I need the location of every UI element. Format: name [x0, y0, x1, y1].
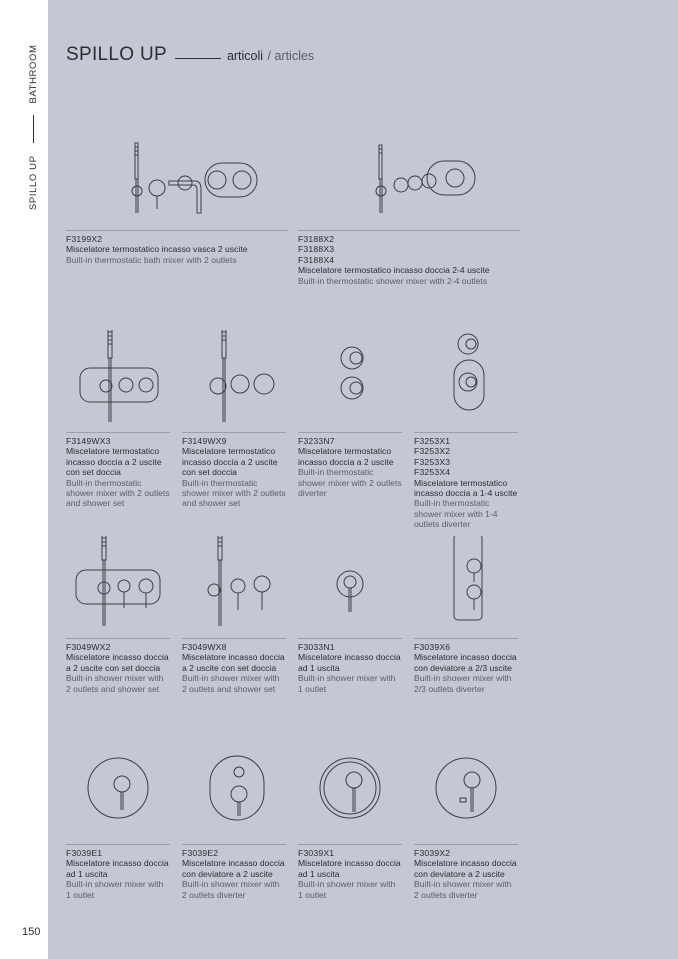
description-it: Miscelatore termostatico incasso doccia 2-4 uscite: [298, 265, 490, 276]
product-code: F3188X2: [298, 234, 335, 244]
description-en: Built-in thermostatic bath mixer with 2 outlets: [66, 254, 237, 265]
subtitle-it: articoli: [226, 49, 264, 63]
product-code: F3253X3: [414, 456, 451, 467]
product-item[interactable]: [298, 128, 520, 286]
description-en: Built-in thermostatic shower mixer with 1-4 outlets diverter: [414, 498, 498, 530]
item-codes: [298, 436, 402, 446]
item-codes: [414, 436, 518, 478]
knob-mixer-handshower-icon: [182, 330, 286, 430]
product-item[interactable]: [66, 536, 170, 694]
plate-lever-handshower-icon: [66, 536, 170, 636]
product-item[interactable]: [298, 330, 402, 498]
product-code: F3199X2: [66, 234, 103, 244]
product-code: F3188X3: [298, 244, 335, 255]
product-code: F3049WX2: [66, 642, 111, 652]
item-rule: [414, 432, 518, 433]
sidebar: [0, 0, 48, 959]
description-it: Miscelatore incasso doccia ad 1 uscita: [298, 858, 401, 879]
item-codes: [298, 642, 402, 652]
description-en: Built-in shower mixer with 2 outlets diverter: [182, 879, 280, 900]
item-codes: [182, 848, 286, 858]
description-it: Miscelatore incasso doccia a 2 uscite con set doccia: [182, 652, 285, 673]
product-code: F3149WX9: [182, 436, 227, 446]
item-rule: [298, 638, 402, 639]
series-label: SPILLO UP: [28, 155, 39, 210]
description-it: Miscelatore termostatico incasso doccia a 2 uscite: [298, 446, 394, 467]
product-code: F3253X1: [414, 436, 451, 446]
product-item[interactable]: [414, 330, 518, 530]
product-item[interactable]: [414, 536, 518, 694]
page-header: [66, 44, 314, 66]
round-plate-lever-diverter-icon: [414, 742, 518, 842]
product-code: F3039X1: [298, 848, 335, 858]
item-rule: [66, 844, 170, 845]
catalog-page: [48, 0, 678, 959]
item-rule: [66, 638, 170, 639]
product-code: F3039E2: [182, 848, 219, 858]
product-code: F3253X4: [414, 467, 451, 478]
description-en: Built-in shower mixer with 1 outlet: [298, 673, 396, 694]
oval-plate-knob-icon: [414, 330, 518, 430]
product-item[interactable]: [182, 742, 286, 900]
product-code: F3039E1: [66, 848, 103, 858]
item-rule: [298, 230, 520, 231]
item-rule: [182, 638, 286, 639]
item-rule: [414, 638, 518, 639]
product-code: F3039X2: [414, 848, 451, 858]
item-rule: [182, 432, 286, 433]
item-codes: [414, 848, 518, 858]
description-en: Built-in shower mixer with 1 outlet: [66, 879, 164, 900]
product-code: F3039X6: [414, 642, 451, 652]
product-item[interactable]: [182, 536, 286, 694]
sidebar-divider: [33, 115, 34, 143]
brand-light: SPILLO: [66, 44, 135, 65]
description-en: Built-in shower mixer with 2 outlets and shower set: [66, 673, 164, 694]
product-item[interactable]: [182, 330, 286, 509]
round-plate-lever-icon: [66, 742, 170, 842]
item-codes: [66, 848, 170, 858]
section-label: BATHROOM: [28, 44, 39, 104]
description-en: Built-in thermostatic shower mixer with 2 outlets diverter: [298, 467, 402, 499]
item-codes: [66, 234, 288, 244]
sidebar-label: [28, 45, 39, 211]
item-rule: [298, 432, 402, 433]
shower-mixer-handshower-icon: [298, 128, 520, 228]
item-codes: [66, 436, 170, 446]
vertical-plate-lever-icon: [414, 536, 518, 636]
product-code: F3033N1: [298, 642, 335, 652]
brand-bold: UP: [139, 44, 167, 65]
description-en: Built-in shower mixer with 1 outlet: [298, 879, 396, 900]
product-item[interactable]: [298, 536, 402, 694]
bath-mixer-icon: [66, 128, 288, 228]
product-item[interactable]: [66, 128, 288, 265]
product-code: F3188X4: [298, 254, 335, 265]
description-it: Miscelatore incasso doccia a 2 uscite con set doccia: [66, 652, 169, 673]
item-rule: [66, 230, 288, 231]
item-codes: [182, 436, 286, 446]
item-rule: [182, 844, 286, 845]
description-it: Miscelatore incasso doccia ad 1 uscita: [298, 652, 401, 673]
description-en: Built-in thermostatic shower mixer with 2-4 outlets: [298, 275, 488, 286]
item-codes: [298, 848, 402, 858]
description-en: Built-in shower mixer with 2 outlets and shower set: [182, 673, 280, 694]
product-code: F3049WX8: [182, 642, 227, 652]
description-en: Built-in shower mixer with 2 outlets diverter: [414, 879, 512, 900]
description-it: Miscelatore termostatico incasso doccia a 2 uscite con set doccia: [66, 446, 162, 478]
description-en: Built-in thermostatic shower mixer with 2 outlets and shower set: [66, 477, 170, 509]
product-item[interactable]: [66, 742, 170, 900]
brand-title: [66, 44, 167, 66]
product-code: F3233N7: [298, 436, 335, 446]
single-lever-icon: [298, 536, 402, 636]
oval-plate-lever-diverter-icon: [182, 742, 286, 842]
description-it: Miscelatore incasso doccia con deviatore a 2 uscite: [182, 858, 285, 879]
description-it: Miscelatore termostatico incasso doccia a 2 uscite con set doccia: [182, 446, 278, 478]
product-item[interactable]: [298, 742, 402, 900]
lever-handshower-icon: [182, 536, 286, 636]
plate-mixer-handshower-icon: [66, 330, 170, 430]
item-codes: [66, 642, 170, 652]
description-en: Built-in thermostatic shower mixer with 2 outlets and shower set: [182, 477, 286, 509]
round-plate-lever-icon: [298, 742, 402, 842]
product-item[interactable]: [66, 330, 170, 509]
double-knob-icon: [298, 330, 402, 430]
item-codes: [182, 642, 286, 652]
page-number: 150: [22, 926, 41, 938]
item-codes: [414, 642, 518, 652]
description-it: Miscelatore incasso doccia ad 1 uscita: [66, 858, 169, 879]
item-rule: [66, 432, 170, 433]
header-rule: [175, 58, 221, 59]
product-code: F3253X2: [414, 446, 451, 457]
description-it: Miscelatore incasso doccia con deviatore a 2/3 uscite: [414, 652, 517, 673]
subtitle-en: / articles: [267, 49, 315, 63]
description-it: Miscelatore incasso doccia con deviatore a 2 uscite: [414, 858, 517, 879]
description-it: Miscelatore termostatico incasso doccia a 1-4 uscite: [414, 477, 518, 499]
description-it: Miscelatore termostatico incasso vasca 2 uscite: [66, 244, 248, 255]
product-code: F3149WX3: [66, 436, 111, 446]
product-item[interactable]: [414, 742, 518, 900]
item-rule: [414, 844, 518, 845]
item-rule: [298, 844, 402, 845]
description-en: Built-in shower mixer with 2/3 outlets diverter: [414, 673, 512, 694]
item-codes: [298, 234, 520, 265]
